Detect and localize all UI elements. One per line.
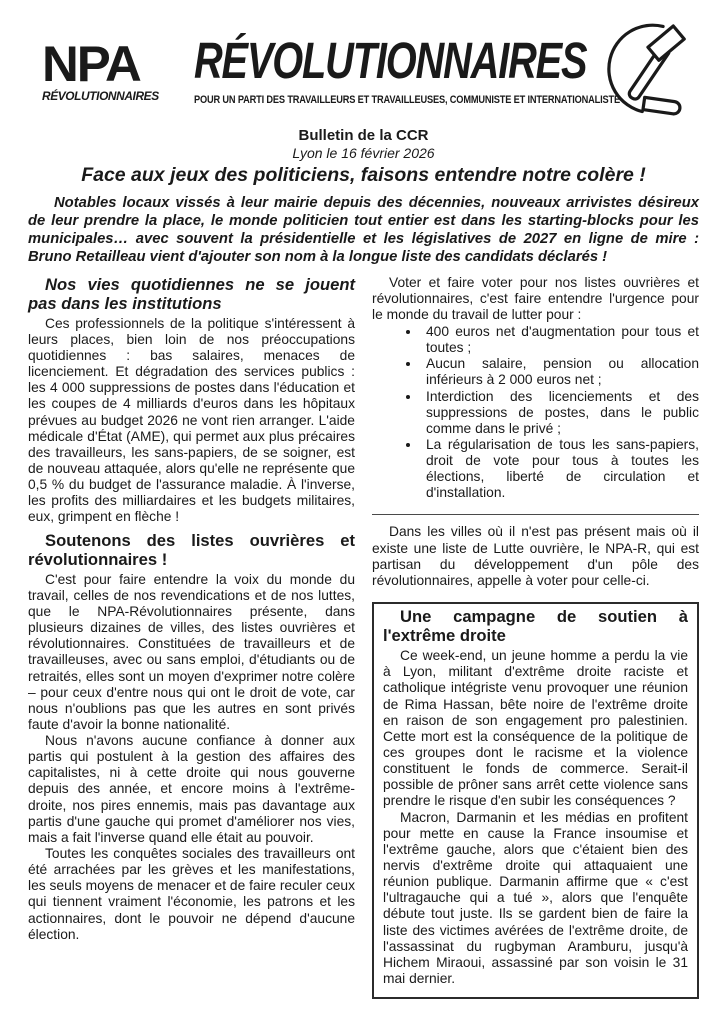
paragraph: Macron, Darmanin et les médias en profitent pour mette en cause la France insoumise et l'extrême gauche, alors que c'étaient bien des nervis d'extrême droite qui attaquaient une réunion publique. Darmanin affirme que « c'est l'ultragauche qui a tué », alors que l'enquête débute tout juste. Ils se gardent bien de faire la liste des victimes avérées de l'extrême droite, de l'assassinat du rugbyman Aramburu, jusqu'à Hichem Miraoui, assassiné par son voisin le 31 mai dernier.	[383, 809, 688, 987]
paragraph: Voter et faire voter pour nos listes ouvrières et révolutionnaires, c'est faire entendre l'urgence pour le monde du travail de lutter pour :	[372, 274, 699, 322]
dateline: Lyon le 16 février 2026	[292, 145, 435, 162]
hammer-sickle-icon	[595, 20, 699, 123]
list-item: • 400 euros net d'augmentation pour tous et toutes ;	[421, 324, 699, 356]
npa-logo-acronym: NPA	[42, 35, 140, 92]
list-item: • Interdiction des licenciements et des suppressions de postes, dans le public comme dans le privé ;	[421, 389, 699, 437]
bulletin-title: Bulletin de la CCR	[298, 127, 429, 144]
npa-logo	[28, 35, 180, 103]
section-heading-listes: Soutenons des listes ouvrières et révolutionnaires !	[28, 530, 355, 569]
masthead	[28, 20, 699, 123]
right-column	[372, 275, 699, 1000]
paragraph: Ces professionnels de la politique s'intéressent à leurs places, bien loin de nos préoccupations quotidiennes : bas salaires, menaces de licenciement. Et dégradation des services publics : les 4 000 suppressions de postes dans l'éducation et les coupes de 4 milliards d'euros dans les hôpitaux prévues au budget 2026 ne vont rien arranger. L'aide médicale d'État (AME), qui permet aux plus précaires des travailleurs, les sans-papiers, de se soigner, est de nouveau attaquée, alors qu'elle ne représente que 0,5 % du budget de l'assurance maladie. À l'inverse, les profits des milliardaires et les budgets militaires, eux, grimpent en flèche !	[28, 315, 355, 525]
box-heading: Une campagne de soutien à l'extrême droite	[383, 607, 688, 646]
lede-paragraph: Notables locaux vissés à leur mairie depuis des décennies, nouveaux arrivistes désireux de leur prendre la place, le monde politicien tout entier est dans les starting-blocks pour les municipales… avec souvent la présidentielle et les législatives de 2027 en ligne de mire : Bruno Retailleau vient d'ajouter son nom à la longue liste des candidats déclarés !	[28, 194, 699, 266]
demands-list	[372, 324, 699, 502]
masthead-subtitle	[194, 90, 620, 108]
list-item: • La régularisation de tous les sans-papiers, droit de vote pour tous à toutes les élections, liberté de circulation et d'installation.	[421, 437, 699, 502]
section-heading-institutions: Nos vies quotidiennes ne se jouent pas dans les institutions	[28, 274, 355, 313]
left-column	[28, 275, 355, 1000]
masthead-center	[180, 32, 620, 108]
paragraph: Ce week-end, un jeune homme a perdu la vie à Lyon, militant d'extrême droite raciste et catholique intégriste venu provoquer une réunion de Rima Hassan, bête noire de l'extrême droite en raison de son engagement pro palestinien. Cette mort est la conséquence de la politique de ces groupes dont le racisme et la violence constituent le fonds de commerce. Serait-il possible de prôner sans arrêt cette violence sans prendre le risque d'en subir les conséquences ?	[383, 648, 688, 809]
masthead-title-text: RÉVOLUTIONNAIRES	[194, 32, 587, 89]
masthead-title	[194, 32, 593, 89]
column-divider-rule	[372, 514, 699, 515]
masthead-subtitle-text: POUR UN PARTI DES TRAVAILLEURS ET TRAVAILLEUSES, COMMUNISTE ET INTERNATIONALISTE	[194, 94, 620, 106]
npa-logo-subtitle: RÉVOLUTIONNAIRES	[42, 88, 159, 103]
two-column-body	[28, 275, 699, 1000]
list-item: • Aucun salaire, pension ou allocation inférieurs à 2 000 euros net ;	[421, 356, 699, 388]
paragraph: C'est pour faire entendre la voix du monde du travail, celles de nos revendications et de nos luttes, que le NPA-Révolutionnaires présente, dans plusieurs dizaines de villes, des listes ouvrières et révolutionnaires. Constituées de travailleurs et de travailleuses, avec ou sans emploi, d'étudiants ou de retraités, elles sont un moyen d'exprimer notre colère – pour ceux d'entre nous qui ont le droit de vote, car nous n'oublions pas que les autres en sont privés faute d'avoir la bonne nationalité.	[28, 571, 355, 732]
paragraph: Dans les villes où il n'est pas présent mais où il existe une liste de Lutte ouvrière, le NPA-R, qui est partisan du développement d'un pôle des révolutionnaires, appelle à voter pour celle-ci.	[372, 524, 699, 588]
paragraph: Nous n'avons aucune confiance à donner aux partis qui postulent à la gestion des affaires des capitalistes, ni à cette droite qui nous gouverne depuis des année, et encore moins à l'extrême-droite, nos pires ennemis, mais pas davantage aux partis d'une gauche qui promet d'améliorer nos vies, mais a fait l'inverse quand elle était au pouvoir.	[28, 733, 355, 845]
headline: Face aux jeux des politiciens, faisons entendre notre colère !	[81, 164, 646, 187]
boxed-section-extreme-droite	[372, 602, 699, 999]
paragraph: Toutes les conquêtes sociales des travailleurs ont été arrachées par les grèves et les manifestations, les seuls moyens de menacer et de faire reculer ceux qui tiennent vraiment l'économie, les patrons et les actionnaires, dont le pouvoir ne dépend d'aucune élection.	[28, 846, 355, 942]
